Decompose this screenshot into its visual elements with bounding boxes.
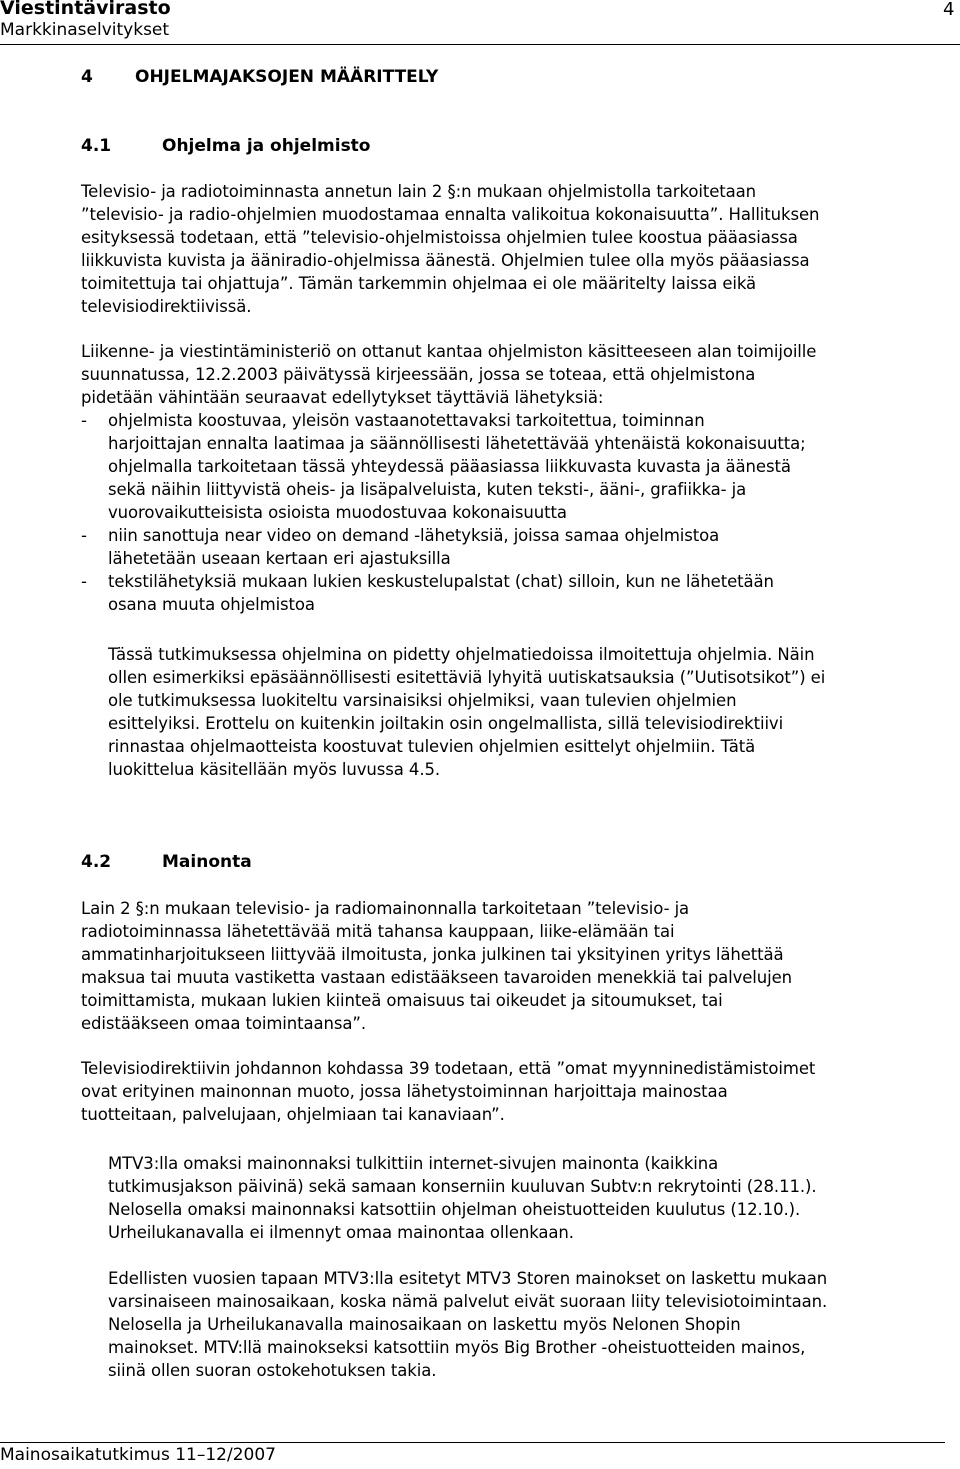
text-line: Nelosella omaksi mainonnaksi katsottiin ohjelman oheistuotteiden kuulutus (12.10.). — [108, 1200, 801, 1219]
footer-text: Mainosaikatutkimus 11–12/2007 — [0, 1445, 276, 1465]
text-line: ollen esimerkiksi epäsäännöllisesti esitettäviä lyhyitä uutiskatsauksia (”Uutisotsikot”) ei — [108, 668, 826, 687]
bullet-line: vuorovaikutteisista osioista muodostuvaa kokonaisuutta — [108, 503, 567, 522]
header-rule — [0, 44, 960, 45]
bullet-dash: - — [81, 572, 87, 591]
text-line: ovat erityinen mainonnan muoto, jossa lähetystoiminnan harjoittaja mainostaa — [81, 1082, 728, 1101]
text-line: Nelosella ja Urheilukanavalla mainosaikaan on laskettu myös Nelonen Shopin — [108, 1315, 741, 1334]
header-subtitle: Markkinaselvitykset — [0, 20, 170, 40]
bullet-dash: - — [81, 411, 87, 430]
text-line: maksua tai muuta vastiketta vastaan edistääkseen tavaroiden menekkiä tai palvelujen — [81, 968, 793, 987]
text-line: mainokset. MTV:llä mainokseksi katsottiin myös Big Brother -oheistuotteiden mainos, — [108, 1338, 806, 1357]
text-line: Edellisten vuosien tapaan MTV3:lla esitetyt MTV3 Storen mainokset on laskettu mukaan — [108, 1269, 828, 1288]
text-line: Liikenne- ja viestintäministeriö on ottanut kantaa ohjelmiston käsitteeseen alan toimijoille — [81, 342, 817, 361]
text-line: luokittelua käsitellään myös luvussa 4.5. — [108, 760, 441, 779]
text-line: tutkimusjakson päivinä) sekä samaan konserniin kuuluvan Subtv:n rekrytointi (28.11.). — [108, 1177, 817, 1196]
section-4-1-title: Ohjelma ja ohjelmisto — [162, 136, 371, 156]
text-line: suunnatussa, 12.2.2003 päivätyssä kirjeessään, jossa se toteaa, että ohjelmistona — [81, 365, 756, 384]
text-line: Urheilukanavalla ei ilmennyt omaa mainontaa ollenkaan. — [108, 1223, 574, 1242]
text-line: varsinaiseen mainosaikaan, koska nämä palvelut eivät suoraan liity televisiotoimintaan. — [108, 1292, 828, 1311]
text-line: liikkuvista kuvista ja ääniradio-ohjelmissa äänestä. Ohjelmien tulee olla myös pääasiassa — [81, 251, 810, 270]
bullet-line: harjoittajan ennalta laatimaa ja säännöllisesti lähetettävää yhtenäistä kokonaisuutta; — [108, 434, 806, 453]
text-line: edistääkseen omaa toimintaansa”. — [81, 1014, 367, 1033]
text-line: esittelyiksi. Erottelu on kuitenkin joiltakin osin ongelmallista, sillä televisiodirektiivi — [108, 714, 784, 733]
text-line: pidetään vähintään seuraavat edellytykset täyttäviä lähetyksiä: — [81, 388, 604, 407]
bullet-line: sekä näihin liittyvistä oheis- ja lisäpalveluista, kuten teksti-, ääni-, grafiikka- ja — [108, 480, 747, 499]
text-line: rinnastaa ohjelmaotteista koostuvat tulevien ohjelmien esittelyt ohjelmiin. Tätä — [108, 737, 756, 756]
text-line: tuotteitaan, palvelujaan, ohjelmiaan tai kanaviaan”. — [81, 1105, 505, 1124]
footer-rule — [0, 1442, 945, 1443]
section-4-2-title: Mainonta — [162, 852, 252, 872]
text-line: televisiodirektiivissä. — [81, 297, 252, 316]
bullet-line: osana muuta ohjelmistoa — [108, 595, 315, 614]
text-line: ammatinharjoitukseen liittyvää ilmoitusta, jonka julkinen tai yksityinen yritys lähettää — [81, 945, 784, 964]
bullet-line: niin sanottuja near video on demand -lähetyksiä, joissa samaa ohjelmistoa — [108, 526, 720, 545]
text-line: toimitettuja tai ohjattuja”. Tämän tarkemmin ohjelmaa ei ole määritelty laissa eikä — [81, 274, 757, 293]
text-line: Televisio- ja radiotoiminnasta annetun lain 2 §:n mukaan ohjelmistolla tarkoitetaan — [81, 182, 756, 201]
bullet-line: ohjelmista koostuvaa, yleisön vastaanotettavaksi tarkoitettua, toiminnan — [108, 411, 705, 430]
bullet-dash: - — [81, 526, 87, 545]
chapter-title: OHJELMAJAKSOJEN MÄÄRITTELY — [135, 67, 439, 87]
bullet-line: ohjelmalla tarkoitetaan tässä yhteydessä pääasiassa liikkuvasta kuvasta ja äänestä — [108, 457, 791, 476]
section-4-1-number: 4.1 — [81, 136, 112, 156]
text-line: MTV3:lla omaksi mainonnaksi tulkittiin internet-sivujen mainonta (kaikkina — [108, 1154, 719, 1173]
text-line: Tässä tutkimuksessa ohjelmina on pidetty ohjelmatiedoissa ilmoitettuja ohjelmia. Näin — [108, 645, 815, 664]
chapter-number: 4 — [81, 67, 93, 87]
text-line: esityksessä todetaan, että ”televisio-ohjelmistoissa ohjelmien tulee koostua pääasiassa — [81, 228, 798, 247]
page-number: 4 — [943, 0, 955, 20]
text-line: Lain 2 §:n mukaan televisio- ja radiomainonnalla tarkoitetaan ”televisio- ja — [81, 899, 690, 918]
text-line: ole tutkimuksessa luokiteltu varsinaisiksi ohjelmiksi, vaan tulevien ohjelmien — [108, 691, 737, 710]
text-line: Televisiodirektiivin johdannon kohdassa 39 todetaan, että ”omat myynninedistämistoimet — [81, 1059, 816, 1078]
bullet-line: lähetetään useaan kertaan eri ajastuksilla — [108, 549, 451, 568]
section-4-2-number: 4.2 — [81, 852, 112, 872]
text-line: siinä ollen suoran ostokehotuksen takia. — [108, 1361, 437, 1380]
text-line: toimittamista, mukaan lukien kiinteä omaisuus tai oikeudet ja sitoumukset, tai — [81, 991, 723, 1010]
header-organization: Viestintävirasto — [0, 0, 171, 19]
text-line: radiotoiminnassa lähetettävää mitä tahansa kauppaan, liike-elämään tai — [81, 922, 675, 941]
text-line: ”televisio- ja radio-ohjelmien muodostamaa ennalta valikoitua kokonaisuutta”. Hallituksen — [81, 205, 820, 224]
bullet-line: tekstilähetyksiä mukaan lukien keskustelupalstat (chat) silloin, kun ne lähetetään — [108, 572, 774, 591]
